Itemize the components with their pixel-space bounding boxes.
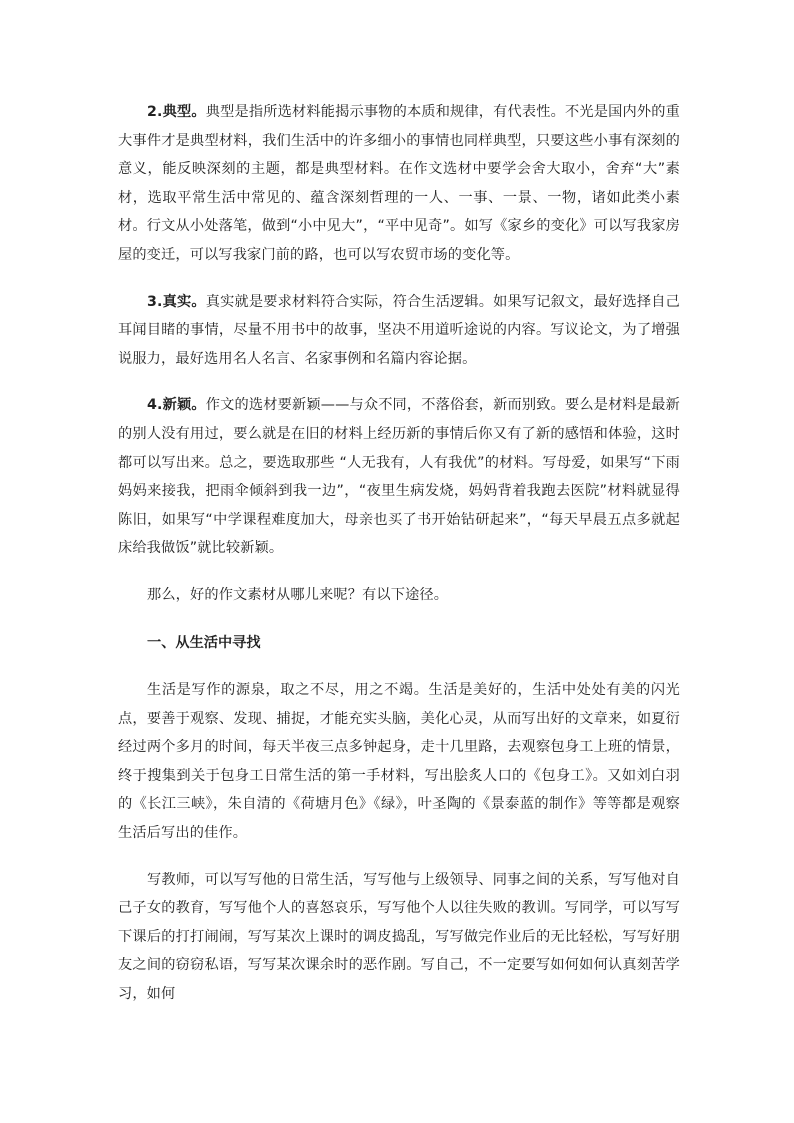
paragraph-lead: 2.典型。: [147, 104, 206, 120]
paragraph-text: 典型是指所选材料能揭示事物的本质和规律，有代表性。不光是国内外的重大事件才是典型材料，我们生活中的许多细小的事情也同样典型，只要这些小事有深刻的意义，能反映深刻的主题，都是典型材料。在作文选材中要学会舍大取小，舍弃“大”素材，选取平常生活中常见的、蕴含深刻哲理的一人、一事、一景、一物，诸如此类小素材。行文从小处落笔，做到“小中见大”，“平中见奇”。如写《家乡的变化》可以写我家房屋的变迁，可以写我家门前的路，也可以写农贸市场的变化等。: [118, 104, 680, 263]
section-heading: 一、从生活中寻找: [147, 634, 261, 651]
paragraph-typical: [118, 98, 680, 270]
paragraph-text: 真实就是要求材料符合实际，符合生活逻辑。如果写记叙文，最好选择自己耳闻目睹的事情，尽量不用书中的故事，坚决不用道听途说的内容。写议论文，为了增强说服力，最好选用名人名言、名家事例和名篇内容论据。: [118, 293, 680, 367]
paragraph-text: 作文的选材要新颖——与众不同，不落俗套，新而别致。要么是材料是最新的别人没有用过，要么就是在旧的材料上经历新的事情后你又有了新的感悟和体验，这时都可以写出来。总之，要选取那些 “人无我有，人有我优”的材料。写母爱，如果写“下雨妈妈来接我，把雨伞倾斜到我一边”，“夜里生病发烧，妈妈背着我跑去医院”材料就显得陈旧，如果写“中学课程难度加大，母亲也买了书开始钻研起来”，“每天早晨五点多就起床给我做饭”就比较新颖。: [118, 397, 681, 557]
paragraph-life-source: 生活是写作的源泉，取之不尽，用之不竭。生活是美好的，生活中处处有美的闪光点，要善于观察、发现、捕捉，才能充实头脑，美化心灵，从而写出好的文章来，如夏衍经过两个多月的时间，每天半夜三点多钟起身，走十几里路，去观察包身工上班的情景，终于搜集到关于包身工日常生活的第一手材料，写出脍炙人口的《包身工》。又如刘白羽的《长江三峡》，朱自清的《荷塘月色》《绿》，叶圣陶的《景泰蓝的制作》等等都是观察生活后写出的佳作。: [118, 682, 680, 842]
paragraph-lead: 3.真实。: [147, 293, 206, 310]
document-body: [118, 98, 680, 1009]
paragraph-transition: [118, 581, 680, 610]
paragraph-write-people: 写教师，可以写写他的日常生活，写写他与上级领导、同事之间的关系，写写他对自己子女的教育，写写他个人的喜怒哀乐，写写他个人以往失败的教训。写同学，可以写写下课后的打打闹闹，写写某次上课时的调皮捣乱，写写做完作业后的无比轻松，写写好朋友之间的窃窃私语，写写某次课余时的恶作剧。写自己，不一定要写如何如何认真刻苦学习，如何: [118, 871, 680, 1003]
paragraph-text: 那么，好的作文素材从哪儿来呢？有以下途径。: [147, 586, 449, 603]
paragraph-authentic: [118, 288, 680, 374]
paragraph-lead: 4.新颖。: [147, 397, 206, 414]
paragraph-novel: [118, 391, 680, 563]
